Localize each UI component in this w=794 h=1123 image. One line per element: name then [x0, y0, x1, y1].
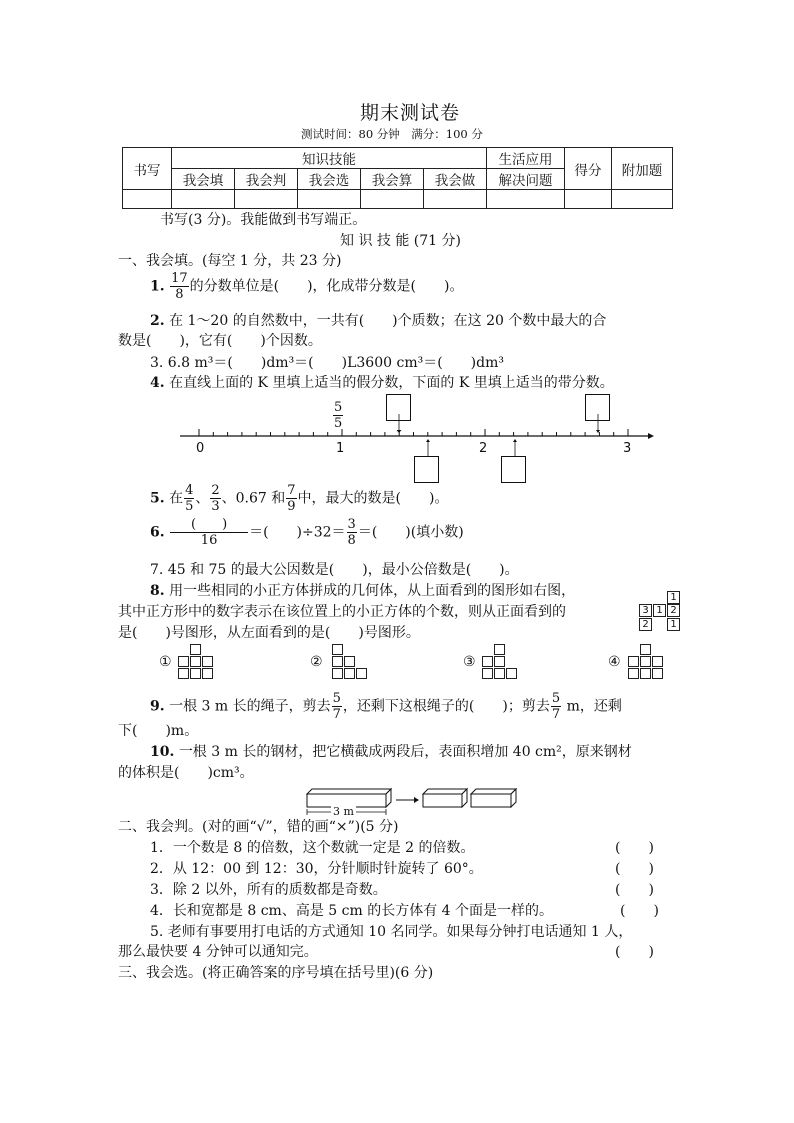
- handwriting-note: 书写(3 分)。我能做到书写端正。: [160, 212, 367, 228]
- numerator: 4: [185, 483, 194, 498]
- tick-label: 3: [623, 441, 632, 456]
- q4-text: 在直线上面的 K 里填上适当的假分数，下面的 K 里填上适当的带分数。: [169, 375, 614, 391]
- tick-label: 1: [336, 441, 345, 456]
- answer-paren[interactable]: ( ): [615, 882, 654, 898]
- cube: [190, 656, 201, 667]
- denominator: 8: [175, 287, 184, 302]
- q6-tail: ＝( )(填小数): [357, 524, 464, 541]
- denominator: 7: [332, 707, 341, 722]
- q9-number: 9.: [150, 698, 165, 715]
- exam-info: 测试时间：80 分钟 满分：100 分: [301, 127, 483, 141]
- q2-line1: [150, 314, 606, 328]
- numerator: 5: [334, 400, 343, 415]
- grid-cell: 1: [667, 591, 680, 604]
- score-blank[interactable]: [235, 190, 298, 209]
- cube: [494, 644, 505, 655]
- option-1: ①: [159, 654, 172, 670]
- answer-paren[interactable]: ( ): [620, 903, 659, 919]
- denominator: 9: [287, 499, 296, 514]
- q5: 5. 在 $\frac{4}{5}$ 、 $\frac{2}{3}$ 、0.67 和 $\frac{7}{9}$ 中，最大的数是( )。: [150, 483, 449, 514]
- score-blank[interactable]: [612, 190, 673, 209]
- q1-number: 1.: [150, 278, 165, 295]
- q2-number: 2.: [150, 313, 165, 329]
- q2-text: 在 1～20 的自然数中，一共有( )个质数；在这 20 个数中最大的合: [169, 313, 607, 329]
- q10-line2: 的体积是( )cm³。: [118, 765, 254, 781]
- cube: [482, 668, 493, 679]
- option-4: ④: [608, 654, 621, 670]
- col-pan: 我会判: [235, 169, 298, 190]
- col-suan: 我会算: [361, 169, 424, 190]
- cube: [628, 656, 639, 667]
- answer-paren[interactable]: ( ): [615, 840, 654, 856]
- answer-box-bottom[interactable]: [414, 456, 439, 483]
- cube: [344, 656, 355, 667]
- denominator: 3: [211, 499, 220, 514]
- numerator: ( ): [170, 518, 248, 533]
- grid-cell: 2: [667, 604, 680, 617]
- cube: [332, 656, 343, 667]
- cube: [506, 668, 517, 679]
- option-2: ②: [310, 654, 323, 670]
- cube: [628, 668, 639, 679]
- grid-cell: 2: [639, 618, 652, 631]
- q9-line2: 下( )m。: [118, 723, 199, 739]
- col-jiejue: 解决问题: [487, 169, 565, 190]
- q9-text3: m，还剩: [562, 698, 622, 715]
- q8-text: 用一些相同的小正方体拼成的几何体，从上面看到的图形如右图，: [169, 583, 576, 599]
- judge-item: 4．长和宽都是 8 cm、高是 5 cm 的长方体有 4 个面是一样的。: [150, 903, 554, 919]
- q4-number: 4.: [150, 375, 165, 391]
- judge-item: 2．从 12：00 到 12：30，分针顺时针旋转了 60°。: [150, 861, 483, 877]
- numerator: 2: [211, 483, 220, 498]
- judge-item: 3．除 2 以外，所有的质数都是奇数。: [150, 882, 387, 898]
- cell-shenghuo: 生活应用: [487, 148, 565, 169]
- q10-number: 10.: [150, 744, 175, 760]
- cell-fujia: 附加题: [612, 148, 673, 190]
- cube: [178, 656, 189, 667]
- q6-number: 6.: [150, 524, 165, 541]
- cube: [494, 656, 505, 667]
- part2-heading: 二、我会判。(对的画“√”，错的画“×”)(5 分): [118, 819, 399, 835]
- part3-heading: 三、我会选。(将正确答案的序号填在括号里)(6 分): [118, 965, 434, 981]
- numerator: 3: [347, 517, 356, 532]
- denominator: 8: [347, 533, 356, 548]
- score-blank[interactable]: [298, 190, 361, 209]
- q8-number: 8.: [150, 583, 165, 599]
- q5-post: 中，最大的数是( )。: [297, 490, 449, 507]
- section-heading: 知 识 技 能 (71 分): [340, 233, 461, 249]
- part1-heading: 一、我会填。(每空 1 分，共 23 分): [118, 253, 342, 269]
- denominator: 5: [185, 499, 194, 514]
- answer-paren[interactable]: ( ): [615, 861, 654, 877]
- answer-box-bottom[interactable]: [501, 456, 526, 483]
- score-blank[interactable]: [361, 190, 424, 209]
- q6-text: ＝( )÷32＝: [249, 524, 346, 541]
- cube: [482, 656, 493, 667]
- cube: [652, 656, 663, 667]
- fraction: [170, 272, 189, 301]
- cube: [652, 668, 663, 679]
- cube: [202, 656, 213, 667]
- denominator: 5: [334, 416, 343, 431]
- cell-defen: 得分: [565, 148, 612, 190]
- answer-box-top[interactable]: [585, 394, 610, 421]
- cell-shuxie: 书写: [123, 148, 172, 190]
- q5-mid: 、0.67 和: [221, 490, 286, 507]
- numerator: 5: [332, 691, 341, 706]
- q10-line1: [150, 745, 632, 759]
- cell-zhishi: 知识技能: [172, 148, 487, 169]
- answer-paren[interactable]: ( ): [615, 944, 654, 960]
- score-table: [122, 147, 673, 209]
- q6: [150, 518, 464, 547]
- judge-item-5-line1: 5. 老师有事要用打电话的方式通知 10 名同学。如果每分钟打电话通知 1 人，: [150, 924, 633, 940]
- col-xuan: 我会选: [298, 169, 361, 190]
- cube: [332, 644, 343, 655]
- cube: [640, 644, 651, 655]
- score-blank[interactable]: [424, 190, 487, 209]
- numerator: 7: [287, 483, 296, 498]
- q1-text: 的分数单位是( )，化成带分数是( )。: [189, 278, 464, 295]
- cube: [344, 668, 355, 679]
- tick-label: 2: [479, 441, 488, 456]
- q10-text: 一根 3 m 长的钢材，把它横截成两段后，表面积增加 40 cm²，原来钢材: [178, 744, 632, 760]
- tick-label: 0: [196, 441, 205, 456]
- q9-text2: ，还剩下这根绳子的( )；剪去: [342, 698, 550, 715]
- cube: [178, 668, 189, 679]
- q8-line3: 是( )号图形，从左面看到的是( )号图形。: [118, 625, 420, 641]
- cube: [190, 668, 201, 679]
- q3: 3. 6.8 m³＝( )dm³＝( )L3600 cm³＝( )dm³: [150, 355, 504, 371]
- q8-line2: 其中正方形中的数字表示在该位置上的小正方体的个数，则从正面看到的: [118, 604, 566, 620]
- denominator: 16: [200, 533, 218, 548]
- grid-cell: 3: [639, 604, 652, 617]
- answer-box-top[interactable]: [386, 394, 411, 421]
- cube: [640, 668, 651, 679]
- q5-number: 5.: [150, 490, 165, 507]
- score-blank[interactable]: [565, 190, 612, 209]
- cube: [640, 656, 651, 667]
- numerator: 17: [171, 271, 188, 286]
- bar-length-label: 3 m: [333, 805, 354, 818]
- numerator: 5: [551, 691, 561, 706]
- q4-line: [150, 376, 614, 390]
- judge-item-5-line2: 那么最快要 4 分钟可以通知完。: [118, 944, 318, 960]
- q9-text1: 一根 3 m 长的绳子，剪去: [169, 698, 331, 715]
- cube: [356, 668, 367, 679]
- grid-cell: 1: [653, 604, 666, 617]
- option-3: ③: [463, 654, 476, 670]
- q5-pre: 在: [169, 490, 184, 507]
- q2-line2: 数是( )，它有( )个因数。: [118, 333, 322, 349]
- grid-cell: 1: [667, 618, 680, 631]
- q7: 7. 45 和 75 的最大公因数是( )，最小公倍数是( )。: [150, 562, 519, 578]
- line-fraction: [332, 401, 344, 430]
- col-tian: 我会填: [172, 169, 235, 190]
- cube: [190, 644, 201, 655]
- page-title: 期末测试卷: [360, 102, 461, 124]
- cube: [494, 668, 505, 679]
- q1: [150, 272, 463, 301]
- col-zuo: 我会做: [424, 169, 487, 190]
- score-blank[interactable]: [487, 190, 565, 209]
- q8-line1: [150, 584, 575, 598]
- denominator: 7: [551, 707, 561, 722]
- score-blank[interactable]: [172, 190, 235, 209]
- judge-item: 1．一个数是 8 的倍数，这个数就一定是 2 的倍数。: [150, 840, 475, 856]
- cube: [202, 668, 213, 679]
- q9: [150, 692, 622, 721]
- score-blank[interactable]: [123, 190, 172, 209]
- cube: [332, 668, 343, 679]
